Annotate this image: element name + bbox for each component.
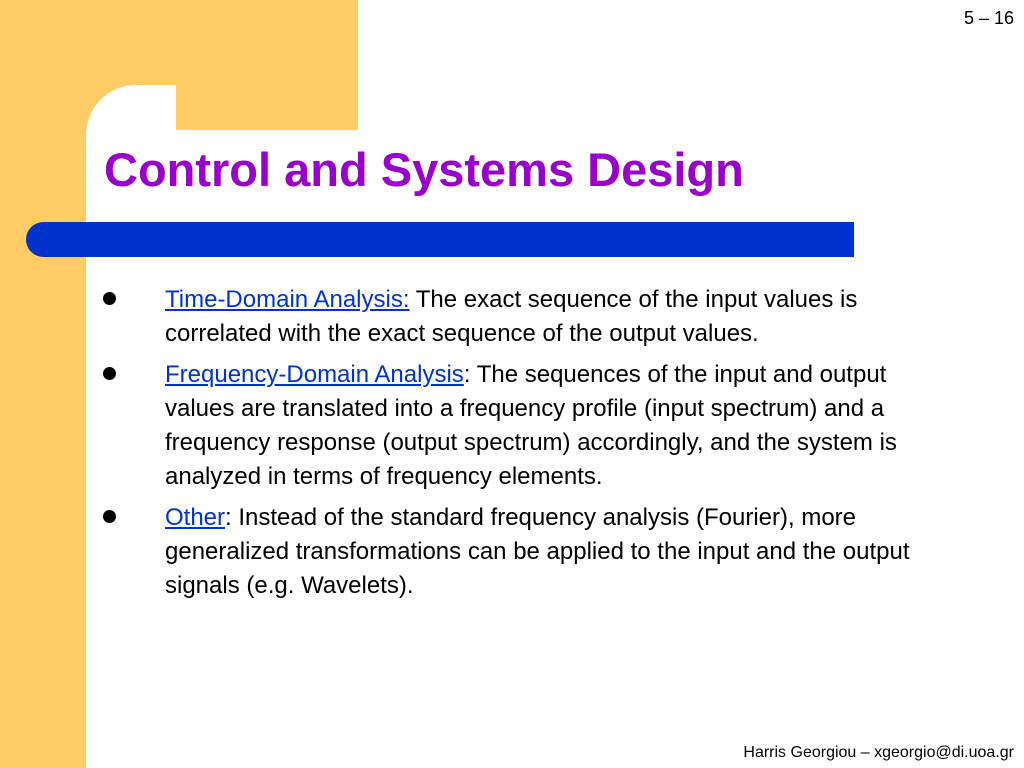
decorative-top-block [0, 0, 358, 130]
frequency-domain-analysis-link[interactable]: Frequency-Domain Analysis [165, 361, 464, 388]
bullet-item-frequency-domain [100, 358, 950, 494]
time-domain-analysis-link[interactable]: Time-Domain Analysis: [165, 286, 410, 313]
bullet-item-time-domain [100, 283, 950, 351]
bullet-text: : Instead of the standard frequency analysis (Fourier), more generalized transformations can be applied to the input and the output signals (e.g. Wavelets). [165, 504, 910, 599]
slide-title: Control and Systems Design [104, 143, 744, 196]
bullet-text: The exact sequence of the input values is correlated with the exact sequence of the output values. [165, 286, 858, 347]
bullet-text: : The sequences of the input and output values are translated into a frequency profile (input spectrum) and a frequency response (output spectrum) accordingly, and the system is analyzed in terms of frequency elements. [165, 361, 897, 490]
bullet-dot-icon [103, 510, 116, 523]
bullet-dot-icon [103, 367, 116, 380]
title-underline-bar [26, 222, 854, 257]
other-link[interactable]: Other [165, 504, 226, 531]
bullet-item-other [100, 501, 950, 603]
footer-author: Harris Georgiou – xgeorgio@di.uoa.gr [743, 744, 1014, 761]
bullet-list [100, 283, 950, 610]
page-number: 5 – 16 [963, 8, 1014, 28]
bullet-dot-icon [103, 292, 116, 305]
